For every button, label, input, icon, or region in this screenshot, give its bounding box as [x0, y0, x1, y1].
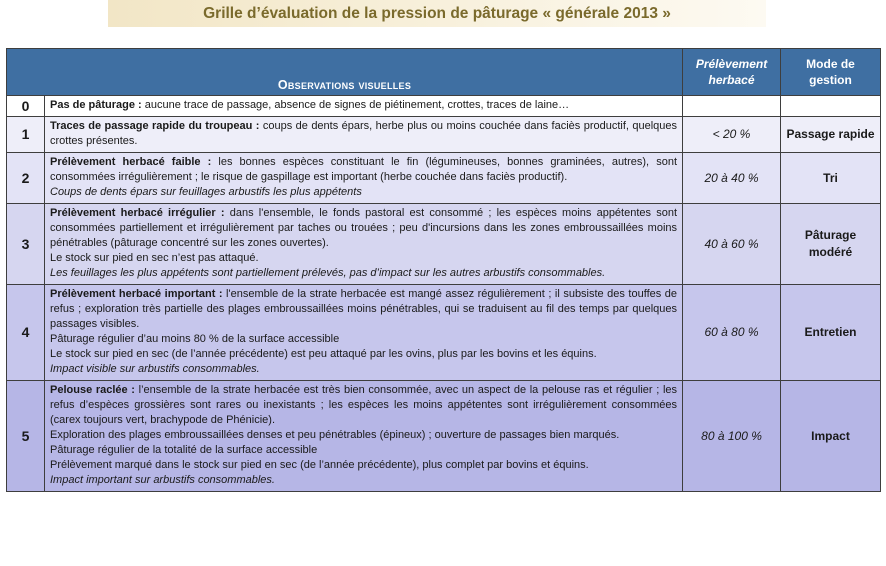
row-management-mode: Impact — [781, 381, 881, 492]
row-level-number: 2 — [7, 153, 45, 204]
document-title: Grille d’évaluation de la pression de pâturage « générale 2013 » — [203, 4, 671, 22]
row-level-number: 1 — [7, 117, 45, 153]
observation-main-text — [50, 206, 677, 251]
header-mode: Mode de gestion — [781, 49, 881, 96]
row-prelevement-percent: 40 à 60 % — [683, 204, 781, 285]
observation-note: Pâturage régulier de la totalité de la surface accessible — [50, 444, 318, 456]
row-observation — [45, 381, 683, 492]
table-row — [7, 117, 881, 153]
observation-main-text — [50, 98, 677, 113]
table-row — [7, 96, 881, 117]
observation-note: Impact important sur arbustifs consommables. — [50, 474, 275, 486]
table-row — [7, 381, 881, 492]
observation-main-text — [50, 287, 677, 332]
observation-note: Impact visible sur arbustifs consommables. — [50, 363, 260, 375]
table-row — [7, 153, 881, 204]
observation-text: coups de dents épars, herbe plus ou moins couchée dans faciès productif, quelques crottes présentes. — [50, 120, 678, 147]
grazing-evaluation-table — [6, 48, 881, 492]
table-body — [7, 96, 881, 492]
row-level-number: 0 — [7, 96, 45, 117]
header-observations: Observations visuelles — [7, 49, 683, 96]
observation-text: aucune trace de passage, absence de signes de piétinement, crottes, traces de laine… — [141, 99, 570, 111]
row-management-mode: Passage rapide — [781, 117, 881, 153]
row-observation — [45, 153, 683, 204]
row-prelevement-percent: 60 à 80 % — [683, 285, 781, 381]
observation-lead: Pelouse raclée : — [50, 384, 135, 396]
observation-lead: Traces de passage rapide du troupeau : — [50, 120, 260, 132]
table-header-row — [7, 49, 881, 96]
row-management-mode: Entretien — [781, 285, 881, 381]
observation-main-text — [50, 383, 677, 428]
row-observation — [45, 285, 683, 381]
row-management-mode: Pâturage modéré — [781, 204, 881, 285]
observation-note: Le stock sur pied en sec (de l’année précédente) est peu attaqué par les ovins, plus par les bovins et les équins. — [50, 348, 597, 360]
row-prelevement-percent — [683, 96, 781, 117]
row-observation — [45, 117, 683, 153]
observation-text: dans l'ensemble, le fonds pastoral est consommé ; les espèces moins appétentes sont consommées partiellement et irrégulièrement par taches ou trouées ; peu d'incursions dans les zones embroussaillées moins pénétrables (pâturage concentré sur les zones ouvertes). — [50, 207, 678, 249]
row-management-mode — [781, 96, 881, 117]
observation-main-text — [50, 119, 677, 149]
observation-lead: Prélèvement herbacé irrégulier : — [50, 207, 225, 219]
row-observation — [45, 96, 683, 117]
observation-lead: Prélèvement herbacé faible : — [50, 156, 212, 168]
row-observation — [45, 204, 683, 285]
row-level-number: 3 — [7, 204, 45, 285]
observation-lead: Pas de pâturage : — [50, 99, 142, 111]
observation-text: les bonnes espèces constituant le fin (légumineuses, bonnes graminées, autres), sont consommées irrégulièrement ; le risque de gaspillage est important (herbe couchée dans faciès productif). — [50, 156, 677, 183]
observation-note: Prélèvement marqué dans le stock sur pied en sec (de l’année précédente), plus complet par bovins et équins. — [50, 459, 589, 471]
observation-note: Coups de dents épars sur feuillages arbustifs les plus appétents — [50, 186, 362, 198]
observation-note: Pâturage régulier d’au moins 80 % de la surface accessible — [50, 333, 340, 345]
row-prelevement-percent: 80 à 100 % — [683, 381, 781, 492]
table-row — [7, 204, 881, 285]
observation-lead: Prélèvement herbacé important : — [50, 288, 223, 300]
row-prelevement-percent: 20 à 40 % — [683, 153, 781, 204]
observation-note: Les feuillages les plus appétents sont partiellement prélevés, pas d’impact sur les autres arbustifs consommables. — [50, 267, 606, 279]
header-prelevement: Prélèvement herbacé — [683, 49, 781, 96]
document-title-banner — [108, 0, 766, 27]
observation-text: l’ensemble de la strate herbacée est très bien consommée, avec un aspect de la pelouse ras et régulier ; les refus d’espèces grossières sont rares ou inexistants ; les espèces les moins appétentes sont irrégulièrement consommées (carex toujours vert, brachypode de Phénicie). — [50, 384, 678, 426]
observation-main-text — [50, 155, 677, 185]
row-management-mode: Tri — [781, 153, 881, 204]
table-row — [7, 285, 881, 381]
row-level-number: 5 — [7, 381, 45, 492]
row-prelevement-percent: < 20 % — [683, 117, 781, 153]
row-level-number: 4 — [7, 285, 45, 381]
observation-note: Le stock sur pied en sec n’est pas attaqué. — [50, 252, 259, 264]
observation-text: l'ensemble de la strate herbacée est mangé assez régulièrement ; il subsiste des touffes de refus ; exploration très partielle des plages embroussaillées moins pénétrables, qui se traduisent au fil des temps par quelques passages visibles. — [50, 288, 678, 330]
observation-note: Exploration des plages embroussaillées denses et peu pénétrables (épineux) ; ouverture de passages bien marqués. — [50, 429, 620, 441]
